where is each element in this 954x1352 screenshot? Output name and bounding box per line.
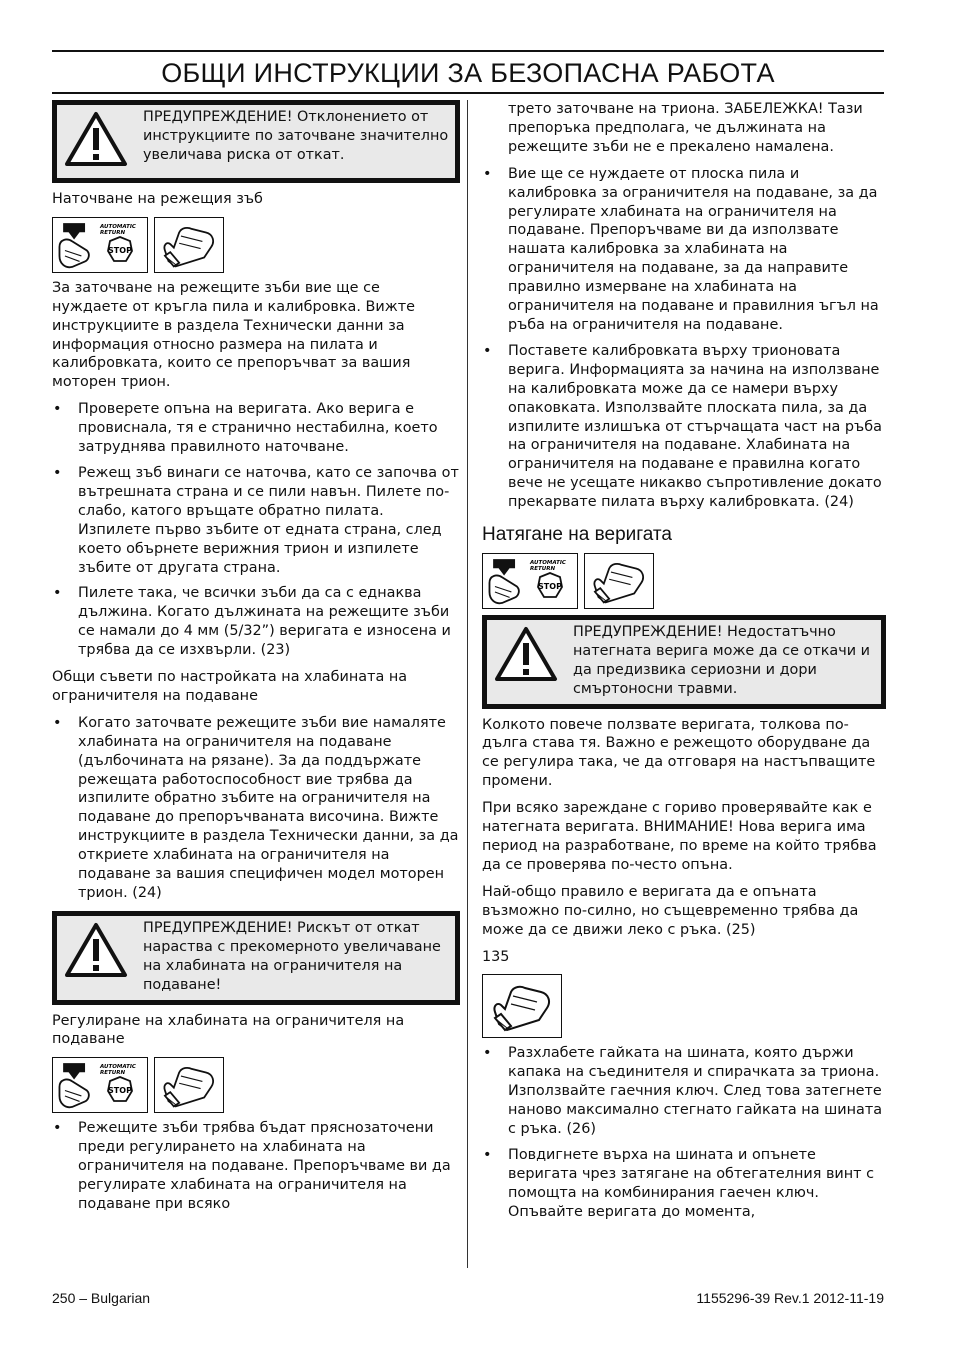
auto-return-stop-icon [52, 217, 148, 273]
list-item: • Повдигнете върха на шината и опънете веригата чрез затягане на обтегателния винт с помощта на комбинирания гаечен ключ. Опъвайте веригата до момента, [482, 1146, 886, 1222]
warning-triangle-icon [63, 919, 137, 984]
footer-page-language: 250 – Bulgarian [52, 1290, 151, 1306]
glove-icon [584, 553, 654, 609]
warning-text: ПРЕДУПРЕЖДЕНИЕ! Отклонението от инструкциите по заточване значително увеличава риска от откат. [143, 109, 449, 163]
warning-triangle-icon [493, 623, 567, 688]
icon-row [52, 1057, 460, 1113]
auto-return-label: AUTOMATIC [100, 223, 136, 230]
warning-box-kickback [52, 911, 460, 1005]
auto-return-label-2: RETURN [100, 229, 126, 236]
paragraph: За заточване на режещите зъби вие ще се нуждаете от кръгла пила и калибровка. Вижте инструкциите в раздела Технически данни за информация относно размера на пилата и калибровката, които се препоръчват за вашия моторен трион. [52, 279, 415, 391]
warning-text: ПРЕДУПРЕЖДЕНИЕ! Рискът от откат нараства с прекомерното увеличаване на хлабината на ограничителя на подаване! [143, 919, 441, 993]
stop-label: STOP [108, 1086, 132, 1096]
auto-return-stop-icon [52, 1057, 148, 1113]
icon-row [52, 217, 460, 273]
stop-label: STOP [538, 581, 562, 591]
left-column [52, 100, 460, 1222]
number-label: 135 [482, 948, 510, 965]
auto-return-label-2: RETURN [530, 565, 556, 572]
auto-return-label: AUTOMATIC [530, 559, 566, 566]
list-item: • Режещите зъби трябва бъдат пряснозаточени преди регулирането на хлабината на ограничителя на подаване. Препоръчваме ви да регулирате хлабината на ограничителя на подаване при всяко [52, 1119, 460, 1214]
warning-box-tension [482, 615, 886, 709]
bullet-list [52, 714, 460, 903]
warning-text: ПРЕДУПРЕЖДЕНИЕ! Недостатъчно натегната верига може да се откачи и да предизвика сериозни и дори смъртоносни травми. [573, 623, 871, 697]
section-heading: Наточване на режещия зъб [52, 190, 263, 207]
section-heading: Общи съвети по настройката на хлабината на ограничителя на подаване [52, 669, 408, 704]
auto-return-stop-icon [482, 553, 578, 609]
auto-return-label-2: RETURN [100, 1070, 126, 1077]
list-item: • Когато заточвате режещите зъби вие намаляте хлабината на ограничителя на подаване (дълбочината на рязане). За да поддържате режещата работоспособност вие трябва да изпилите обратно зъбите на ограничителя на подаване до препоръчваната височина. Вижте инструкциите в раздела Технически данни, за да откриете хлабината на ограничителя на подаване за вашия специфичен модел моторен трион. (24) [52, 714, 460, 903]
footer-doc-revision: 1155296-39 Rev.1 2012-11-19 [696, 1290, 884, 1306]
list-item: • Проверете опъна на веригата. Ако верига е провиснала, тя е странично нестабилна, което затруднява правилното наточване. [52, 400, 460, 457]
section-heading: Регулиране на хлабината на ограничителя на подаване [52, 1012, 405, 1048]
glove-icon [482, 974, 562, 1038]
list-item: • Разхлабете гайката на шината, която държи капака на съединителя и спирачката за триона. Използвайте гаечния ключ. След това затегнете наново максимално стегнато гайката на шината с ръка. (26) [482, 1044, 886, 1139]
stop-label: STOP [108, 245, 132, 255]
column-divider [467, 100, 468, 1268]
paragraph: Колкото повече ползвате веригата, толкова по-дълга става тя. Важно е режещото оборудване да се регулира така, че да отговаря на настъпващите промени. [482, 716, 876, 790]
icon-row [482, 974, 886, 1038]
glove-icon [154, 1057, 224, 1113]
paragraph-continued: трето заточване на триона. ЗАБЕЛЕЖКА! Тази препоръка предполага, че дължината на режещите зъби не е прекалено намалена. [508, 101, 863, 155]
paragraph: Най-общо правило е веригата да е опъната възможно по-силно, но същевременно трябва да може да се движи леко с ръка. (25) [482, 883, 859, 938]
list-item: • Вие ще се нуждаете от плоска пила и калибровка за ограничителя на подаване, за да регулирате хлабината на ограничителя на подаване. Препоръчваме ви да използвате нашата калибровка за хлабината на ограничителя на подаване, за да направите правилно измерване на хлабината на ограничителя на подаване и правилния ъгъл на ръба на ограничителя на подаване. [482, 165, 886, 335]
title-bar [52, 50, 884, 94]
warning-triangle-icon [63, 108, 137, 173]
icon-row [482, 553, 886, 609]
list-item: • Поставете калибровката върху трионовата верига. Информацията за начина на използване на калибровката може да се намери върху опаковката. Използвайте плоската пила, за да изпилите излишъка от стърчащата част на ръба на ограничителя на подаване. Хлабината на ограничителя на подаване е правилна когато вече не усещате никакво съпротивление докато прекарвате пилата върху калибровката. (24) [482, 342, 886, 512]
bullet-list [52, 400, 460, 660]
bullet-list [482, 1044, 886, 1221]
right-column [482, 100, 886, 1230]
bullet-list [482, 165, 886, 512]
glove-icon [154, 217, 224, 273]
bullet-list [52, 1119, 460, 1214]
list-item: • Пилете така, че всички зъби да са с еднаква дължина. Когато дължината на режещите зъби се намали до 4 мм (5/32”) веригата е износена и трябва да се изхвърли. (23) [52, 584, 460, 660]
section-heading-chain-tension: Натягане на веригата [482, 524, 672, 546]
warning-box-sharpening [52, 100, 460, 183]
auto-return-label: AUTOMATIC [100, 1064, 136, 1071]
list-item: • Режещ зъб винаги се наточва, като се започва от вътрешната страна и се пили навън. Пилете по-слабо, катого връщате обратно пилата. Изпилете първо зъбите от едната страна, след което обърнете верижния трион и изпилете зъбите от другата страна. [52, 464, 460, 577]
paragraph: При всяко зареждане с гориво проверявайте как е натегната веригата. ВНИМАНИЕ! Нова верига има период на разработване, по време на който трябва да се проверява по-често опъна. [482, 800, 877, 873]
page-title: ОБЩИ ИНСТРУКЦИИ ЗА БЕЗОПАСНА РАБОТА [161, 58, 775, 88]
